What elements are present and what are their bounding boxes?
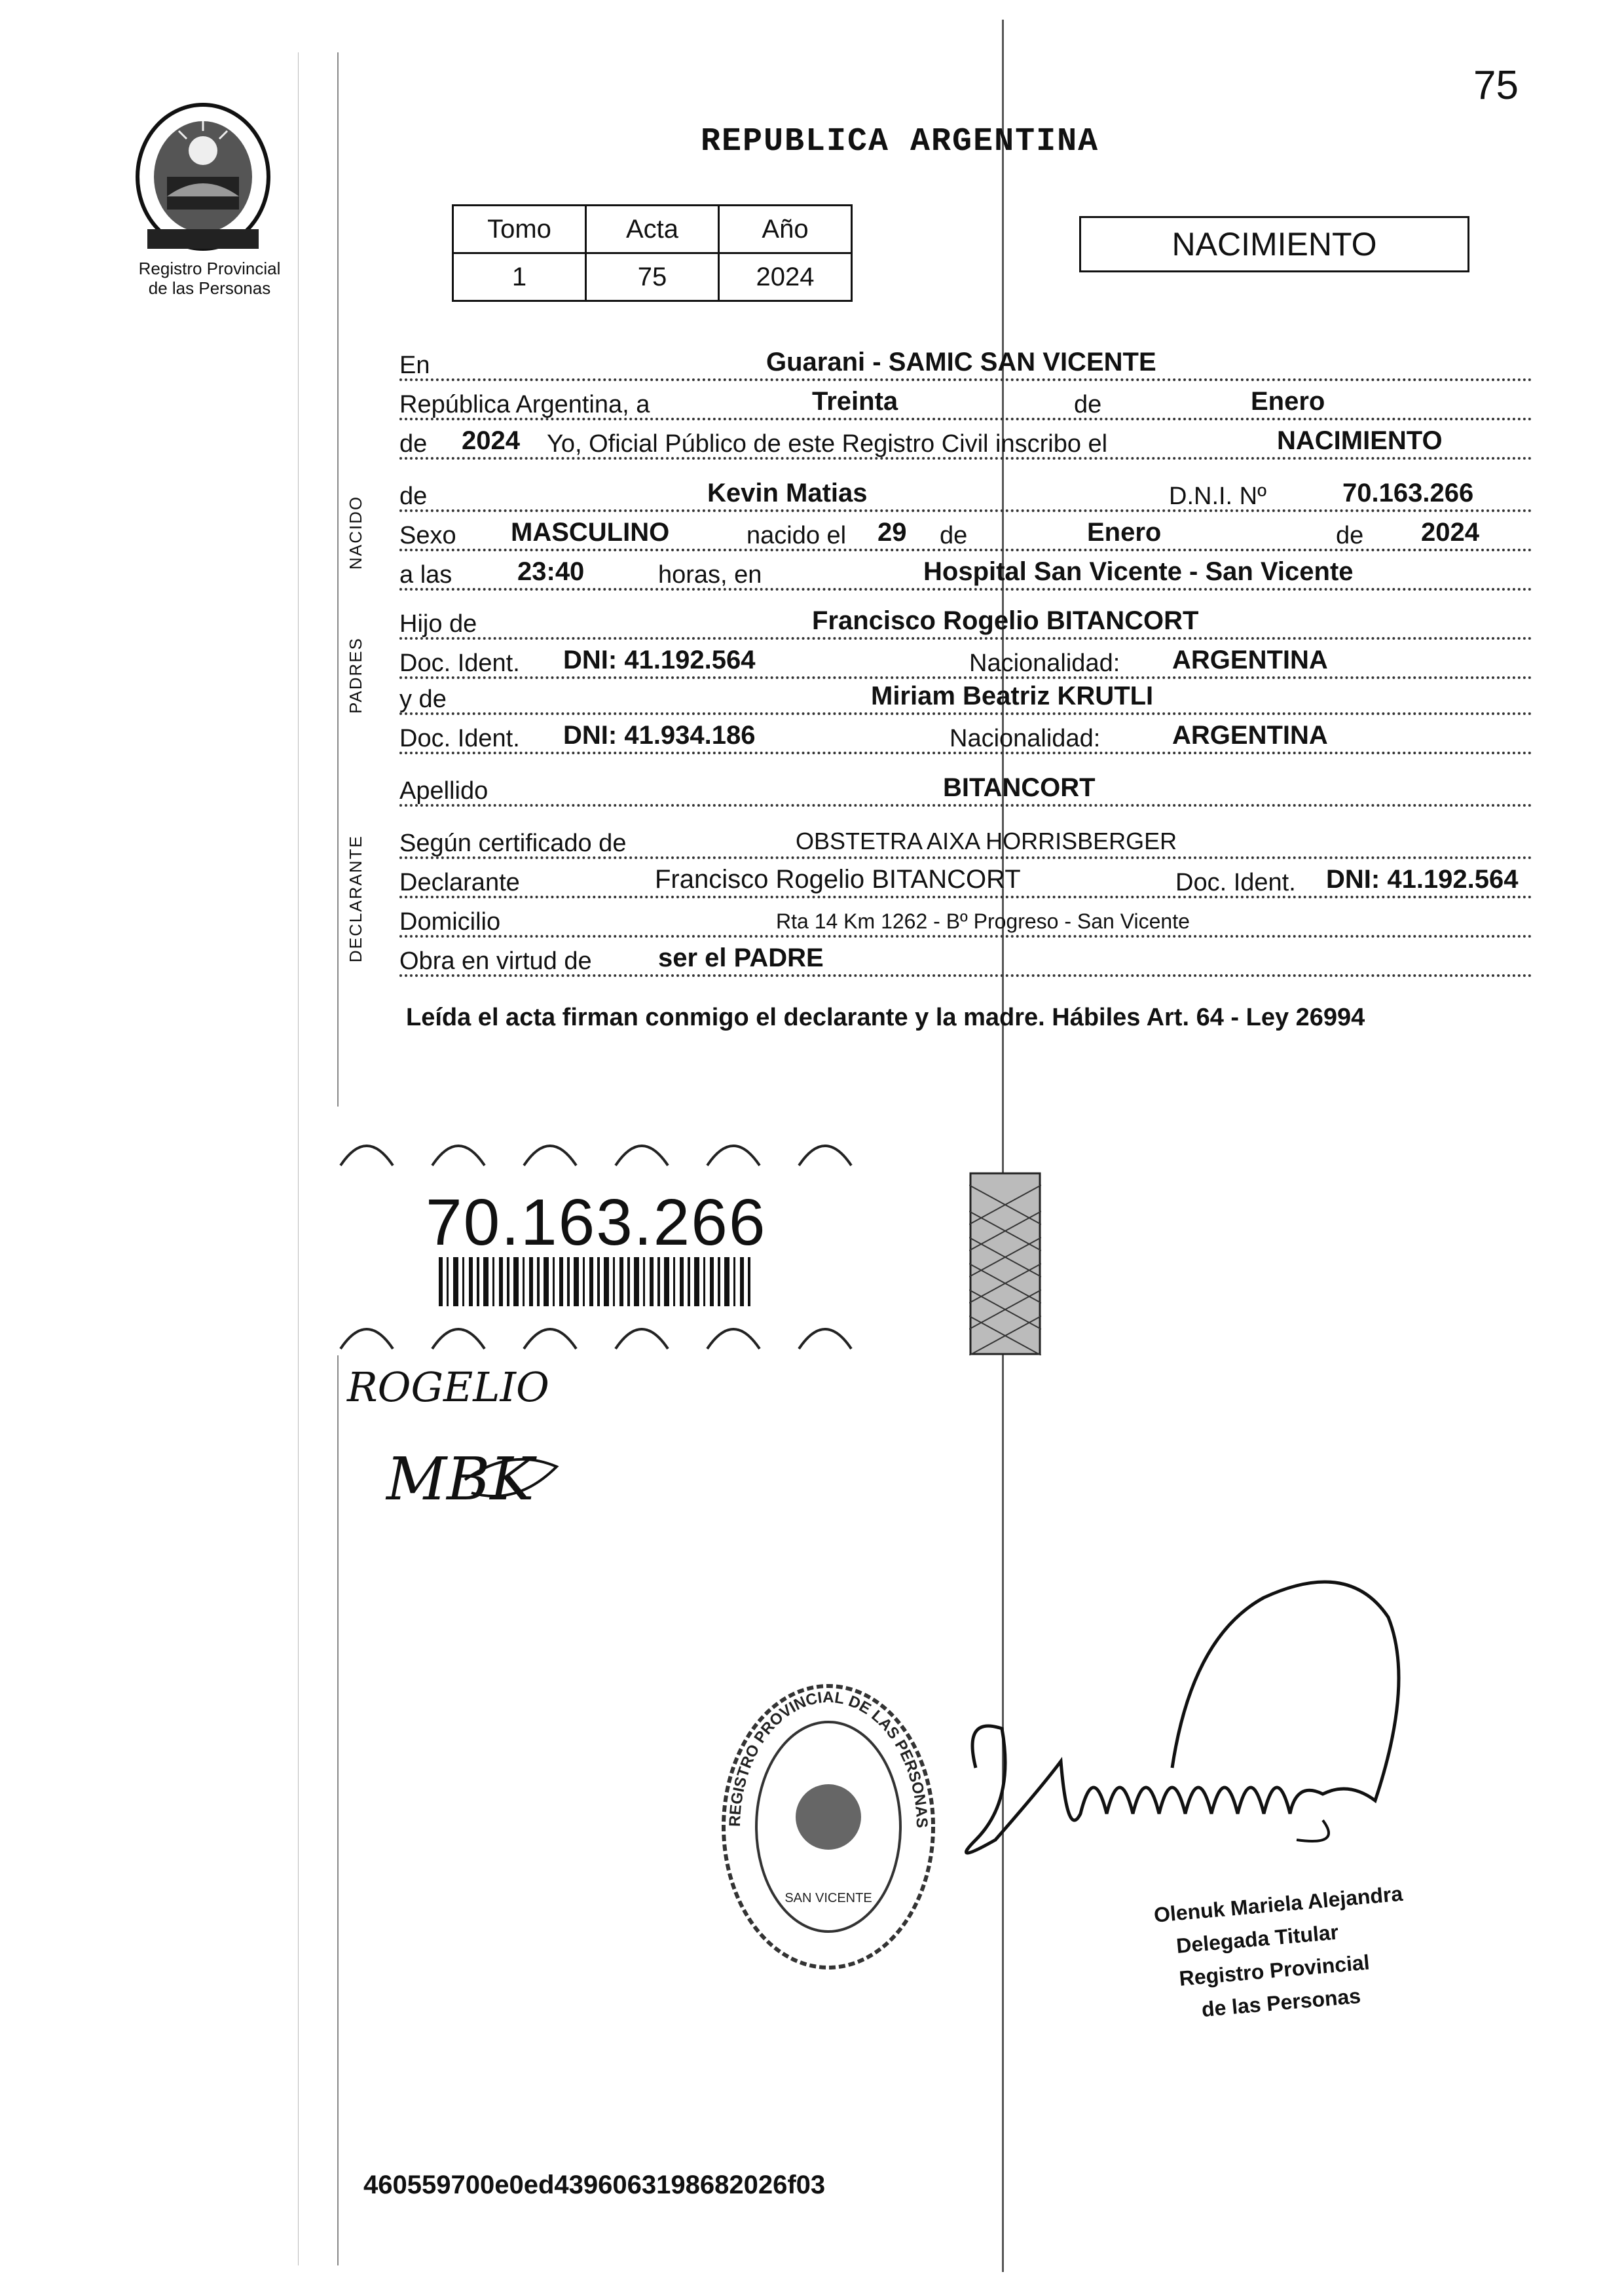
obra-label: Obra en virtud de <box>399 947 592 975</box>
dotted-rule <box>399 935 1532 938</box>
domicilio-label: Domicilio <box>399 908 501 936</box>
nacido-el-label: nacido el <box>747 522 847 549</box>
mother-doc-label: Doc. Ident. <box>399 725 520 752</box>
line-newborn-name <box>399 478 1532 515</box>
document-type-box: NACIMIENTO <box>1079 216 1469 272</box>
dotted-rule <box>399 588 1532 591</box>
page-number: 75 <box>1473 63 1519 108</box>
birth-day: 29 <box>877 518 907 547</box>
reference-header-row <box>453 206 852 253</box>
document-hash: 460559700e0ed4396063198682026f03 <box>363 2171 826 2199</box>
reference-value-row <box>453 253 852 301</box>
declarante-section-label: DECLARANTE <box>346 835 365 962</box>
mother-name: Miriam Beatriz KRUTLI <box>871 682 1154 710</box>
address-value: Rta 14 Km 1262 - Bº Progreso - San Vicente <box>776 909 1190 933</box>
de-year-label: de <box>399 430 428 458</box>
seal-inner-text: SAN VICENTE <box>784 1891 872 1905</box>
handwritten-initials: MBK <box>386 1445 534 1514</box>
en-label: En <box>399 352 430 379</box>
official-signature <box>956 1565 1526 1932</box>
dotted-rule <box>399 804 1532 807</box>
a-las-label: a las <box>399 561 452 589</box>
page-title: REPUBLICA ARGENTINA <box>701 123 1099 160</box>
padres-section-label: PADRES <box>346 637 365 714</box>
tomo-value: 1 <box>453 253 586 301</box>
year-value: 2024 <box>462 426 520 455</box>
declarant-name: Francisco Rogelio BITANCORT <box>655 865 1021 894</box>
declarant-doc: DNI: 41.192.564 <box>1326 865 1519 894</box>
dotted-rule <box>399 896 1532 898</box>
line-address <box>399 904 1532 940</box>
surname-value: BITANCORT <box>943 773 1096 802</box>
birth-time: 23:40 <box>517 557 585 586</box>
line-mother-doc <box>399 720 1532 757</box>
de-year2-label: de <box>1336 522 1364 549</box>
birth-month: Enero <box>1087 518 1162 547</box>
mother-doc: DNI: 41.934.186 <box>563 721 756 750</box>
newborn-name: Kevin Matias <box>707 479 868 507</box>
father-name: Francisco Rogelio BITANCORT <box>812 606 1199 635</box>
line-declarant <box>399 864 1532 901</box>
father-nationality: ARGENTINA <box>1172 646 1328 674</box>
anio-header: Año <box>719 206 852 253</box>
province-emblem-icon <box>128 98 278 262</box>
mother-nationality: ARGENTINA <box>1172 721 1328 750</box>
hijo-de-label: Hijo de <box>399 610 477 638</box>
line-mother <box>399 681 1532 718</box>
reference-table <box>452 204 853 302</box>
father-doc: DNI: 41.192.564 <box>563 646 756 674</box>
registry-caption-line2: de las Personas <box>148 278 271 298</box>
line-place <box>399 347 1532 384</box>
acta-header: Acta <box>586 206 719 253</box>
acta-value: 75 <box>586 253 719 301</box>
father-doc-label: Doc. Ident. <box>399 650 520 677</box>
apellido-label: Apellido <box>399 777 489 805</box>
line-reason <box>399 943 1532 980</box>
nacido-section-label: NACIDO <box>346 495 365 570</box>
de-name-label: de <box>399 483 428 510</box>
line-date <box>399 386 1532 423</box>
official-office-line2: de las Personas <box>1200 1983 1362 2022</box>
oficial-text: Yo, Oficial Público de este Registro Civil inscribo el <box>547 430 1108 458</box>
dotted-rule <box>399 712 1532 715</box>
official-seal-stamp <box>714 1676 943 1977</box>
handwritten-signature-parent <box>341 1349 616 1532</box>
official-name: Olenuk Mariela Alejandra <box>1153 1881 1404 1927</box>
official-caption <box>1153 1877 1412 2029</box>
closing-note: Leída el acta firman conmigo el declarante y la madre. Hábiles Art. 64 - Ley 26994 <box>406 1004 1365 1031</box>
handwritten-name: ROGELIO <box>347 1363 549 1411</box>
de-month-label: de <box>940 522 968 549</box>
birth-year: 2024 <box>1421 518 1479 547</box>
horas-label: horas, en <box>658 561 762 589</box>
birth-place: Hospital San Vicente - San Vicente <box>923 557 1354 586</box>
mother-nationality-label: Nacionalidad: <box>950 725 1101 752</box>
place-value: Guarani - SAMIC SAN VICENTE <box>766 348 1156 376</box>
certificate-by: OBSTETRA AIXA HORRISBERGER <box>796 828 1177 854</box>
registry-caption-line1: Registro Provincial <box>138 259 281 278</box>
barcode-number: 70.163.266 <box>426 1186 767 1259</box>
dotted-rule <box>399 509 1532 512</box>
dotted-rule <box>399 637 1532 640</box>
declarante-label: Declarante <box>399 869 520 896</box>
sex-value: MASCULINO <box>511 518 670 547</box>
y-de-label: y de <box>399 686 447 713</box>
line-surname <box>399 773 1532 809</box>
hologram-icon <box>969 1172 1041 1355</box>
line-father-doc <box>399 645 1532 682</box>
reason-value: ser el PADRE <box>658 944 824 972</box>
line-father <box>399 606 1532 642</box>
republica-label: República Argentina, a <box>399 391 650 418</box>
dni-label: D.N.I. Nº <box>1169 483 1266 510</box>
newborn-dni: 70.163.266 <box>1342 479 1474 507</box>
father-nationality-label: Nacionalidad: <box>969 650 1120 677</box>
tomo-header: Tomo <box>453 206 586 253</box>
line-time-place <box>399 557 1532 593</box>
registry-caption <box>111 259 308 298</box>
seal-ring-text: REGISTRO PROVINCIAL DE LAS PERSONAS <box>726 1688 931 1829</box>
official-role: Delegada Titular <box>1175 1920 1340 1958</box>
declarant-doc-label: Doc. Ident. <box>1175 869 1296 896</box>
line-sex-birth <box>399 517 1532 554</box>
dotted-rule <box>399 378 1532 381</box>
day-value: Treinta <box>812 387 898 416</box>
certificado-label: Según certificado de <box>399 830 627 857</box>
official-office-line1: Registro Provincial <box>1178 1950 1371 1990</box>
de-label: de <box>1074 391 1102 418</box>
left-edge-line <box>298 52 299 2265</box>
event-value: NACIMIENTO <box>1277 426 1443 455</box>
sexo-label: Sexo <box>399 522 456 549</box>
month-value: Enero <box>1251 387 1325 416</box>
line-registration <box>399 426 1532 462</box>
line-certificate <box>399 825 1532 862</box>
dotted-rule <box>399 676 1532 679</box>
anio-value: 2024 <box>719 253 852 301</box>
